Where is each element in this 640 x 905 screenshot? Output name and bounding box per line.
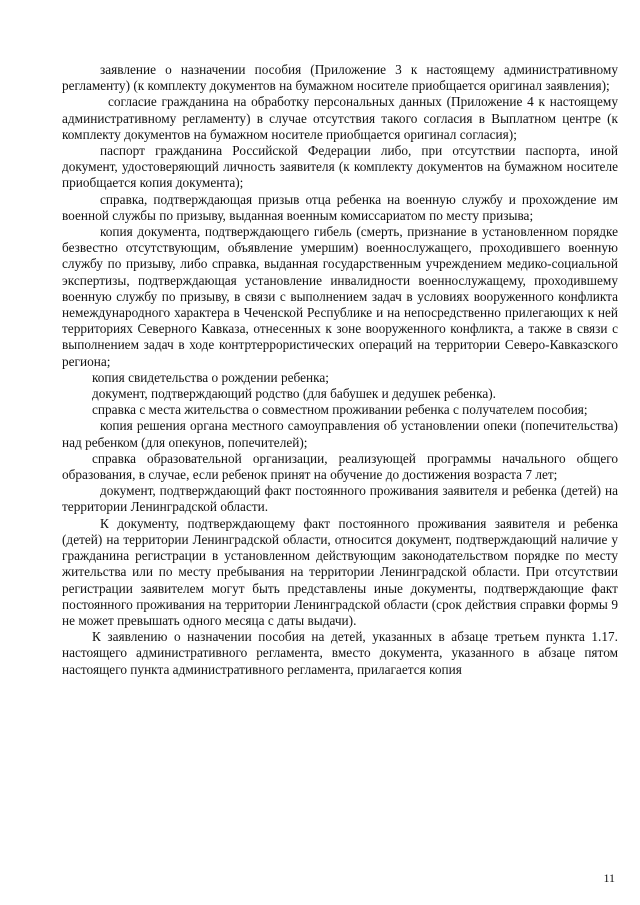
paragraph-consent: согласие гражданина на обработку персональных данных (Приложение 4 к настоящему административному регламенту) в случае отсутствия такого согласия в Выплатном центре (к комплекту документов на бумажном носителе приобщается оригинал согласия); (62, 94, 618, 142)
paragraph-death-document: копия документа, подтверждающего гибель (смерть, признание в установленном порядке безвестно отсутствующим, объявление умершим) военнослужащего, проходившего военную службу по призыву, либо справка, выданная государственным учреждением медико-социальной экспертизы, подтверждающая установление инвалидности военнослужащему, проходившему военную службу по призыву, в связи с выполнением задач в условиях вооруженного конфликта немеждународного характера в Чеченской Республике и на непосредственно прилегающих к ней территориях Северного Кавказа, отнесенных к зоне вооруженного конфликта, а также в связи с выполнением задач в ходе контртеррористических операций на территории Северо-Кавказского региона; (62, 224, 618, 369)
paragraph-guardianship-decision: копия решения органа местного самоуправления об установлении опеки (попечительства) над ребенком (для опекунов, попечителей); (62, 418, 618, 450)
paragraph-school-certificate: справка образовательной организации, реализующей программы начального общего образования, в случае, если ребенок принят на обучение до достижения возраста 7 лет; (62, 450, 618, 483)
document-body (62, 62, 618, 678)
paragraph-birth-certificate: копия свидетельства о рождении ребенка; (92, 369, 329, 385)
paragraph-residence-document: документ, подтверждающий факт постоянного проживания заявителя и ребенка (детей) на территории Ленинградской области. (62, 483, 618, 515)
paragraph-residence-certificate: справка с места жительства о совместном проживании ребенка с получателем пособия; (92, 402, 588, 418)
paragraph-application: заявление о назначении пособия (Приложение 3 к настоящему административному регламенту) (к комплекту документов на бумажном носителе приобщается оригинал заявления); (62, 62, 618, 94)
page-number: 11 (603, 871, 615, 885)
paragraph-residence-explanation: К документу, подтверждающему факт постоянного проживания заявителя и ребенка (детей) на территории Ленинградской области, относится документ, подтверждающий наличие у гражданина регистрации в установленном действующим законодательством порядке по месту жительства или по месту пребывания на территории Ленинградской области. При отсутствии регистрации заявителем могут быть представлены иные документы, подтверждающие факт постоянного проживания на территории Ленинградской области (срок действия справки формы 9 не может превышать одного месяца с даты выдачи). (62, 515, 618, 628)
paragraph-kinship-document: документ, подтверждающий родство (для бабушек и дедушек ребенка). (92, 386, 497, 402)
paragraph-passport: паспорт гражданина Российской Федерации либо, при отсутствии паспорта, иной документ, удостоверяющий личность заявителя (к комплекту документов на бумажном носителе приобщается копия документа); (62, 143, 618, 191)
paragraph-military-certificate: справка, подтверждающая призыв отца ребенка на военную службу и прохождение им военной службы по призыву, выданная военным комиссариатом по месту призыва; (62, 191, 618, 223)
paragraph-children-application: К заявлению о назначении пособия на детей, указанных в абзаце третьем пункта 1.17. настоящего административного регламента, вместо документа, указанного в абзаце пятом настоящего пункта административного регламента, прилагается копия (62, 629, 618, 677)
